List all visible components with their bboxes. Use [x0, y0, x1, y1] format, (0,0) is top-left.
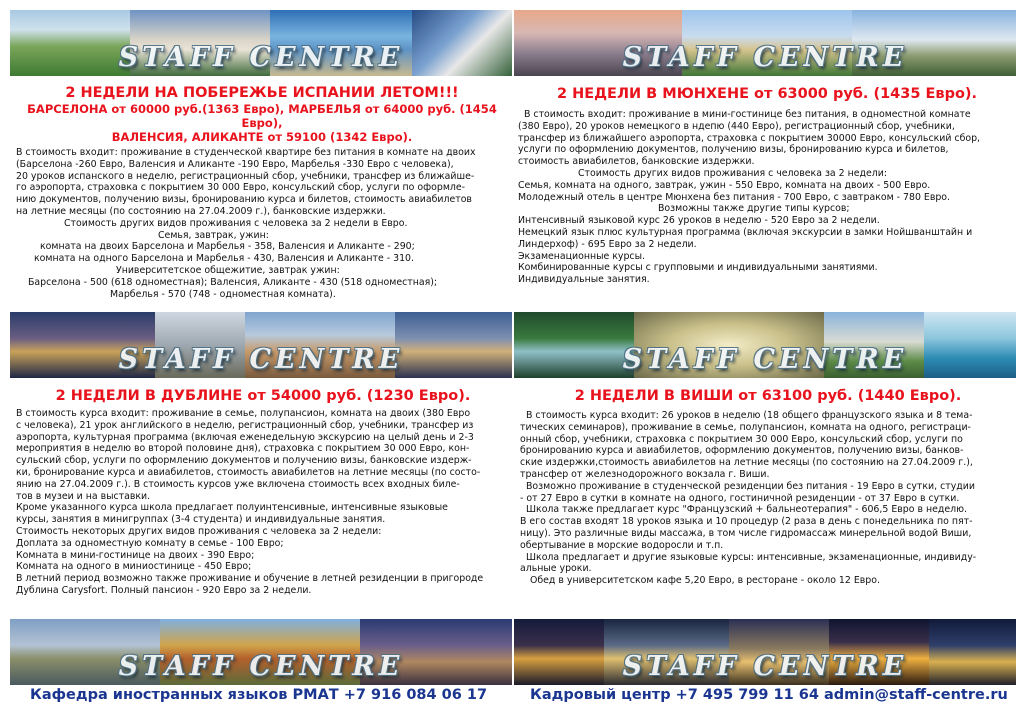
dublin-text-line: Доплата за одноместную комнату в семье - 100 Евро;: [16, 537, 284, 549]
munich-text-line: Немецкий язык плюс культурная программа (включая экскурсии в замки Нойшванштайн и: [518, 226, 973, 238]
dublin-text-line: аэропорта, культурная программа (включая еженедельную экскурсию на целый день и 2-3: [16, 431, 474, 443]
spain-text-line: нию документов, получению визы, бронированию курса и билетов, стоимость авиабилетов: [16, 194, 472, 206]
vichy-text-line: онный сбор, учебники, страховка с покрытием 30 000 Евро, консульский сбор, услуги по: [520, 433, 963, 445]
spain-text-line: (Барселона -260 Евро, Валенсия и Аликанте -190 Евро, Марбелья -330 Евро с человека),: [16, 158, 454, 170]
dublin-text-line: с человека), 21 урок английского в неделю, регистрационный сбор, учебники, трансфер из: [16, 419, 474, 431]
banner-dublin: [10, 312, 512, 378]
section-vichy: [520, 387, 1016, 587]
dublin-text-line: ки, бронирование курса и авиабилетов, стоимость авиабилетов на летние месяцы (по состо-: [16, 466, 481, 478]
vichy-text-line: Обед в университетском кафе 5,20 Евро, в ресторане - около 12 Евро.: [530, 575, 880, 587]
munich-title: 2 НЕДЕЛИ В МЮНХЕНЕ от 63000 руб. (1435 Евро).: [556, 86, 978, 102]
spain-text-line: Университетское общежитие, завтрак ужин:: [116, 264, 340, 276]
spain-text-line: Семья, завтрак, ужин:: [158, 229, 269, 241]
vichy-text-line: тических семинаров), проживание в семье, полупансион, комната на одного, регистраци-: [520, 421, 971, 433]
dublin-text-line: Дублина Carysfort. Полный пансион - 920 Евро за 2 недели.: [16, 584, 312, 596]
spain-subtitle-line: БАРСЕЛОНА от 60000 руб.(1363 Евро), МАРБЕЛЬЯ от 64000 руб. (1454 Евро),: [27, 102, 497, 130]
munich-text-line: (380 Евро), 20 уроков немецкого в ндепю (440 Евро), регистрационный сбор, учебники,: [518, 120, 955, 132]
staff-centre-logo: STAFF CENTRE: [118, 651, 404, 682]
dublin-text-line: Комната на одного в миниостинице - 450 Евро;: [16, 561, 252, 573]
dublin-text-line: Кроме указанного курса школа предлагает полуинтенсивные, интенсивные языковые: [16, 502, 448, 514]
vichy-text-line: Школа также предлагает курс "Французский + бальнеотерапия" - 606,5 Евро в неделю.: [526, 504, 967, 516]
munich-text-line: услуги по оформлению документов, получению визы, бронированию курса и билетов,: [518, 144, 949, 156]
vichy-text-line: В его состав входят 18 уроков языка и 10 процедур (2 раза в день с понедельника по пят-: [520, 516, 973, 528]
dublin-title: 2 НЕДЕЛИ В ДУБЛИНЕ от 54000 руб. (1230 Евро).: [55, 388, 471, 404]
vichy-title: 2 НЕДЕЛИ В ВИШИ от 63100 руб. (1440 Евро).: [574, 388, 962, 404]
dublin-text-line: мероприятия в неделю во второй половине дня), страховка с покрытием 30 000 Евро, кон-: [16, 443, 470, 455]
vichy-text-line: бронированию курса и авиабилетов, оформлению документов, получению визы, банков-: [520, 445, 964, 457]
munich-text-line: Индивидуальные занятия.: [518, 274, 650, 286]
vichy-text-line: Школа предлагает и другие языковые курсы: интенсивные, экзаменационные, индивиду-: [526, 551, 977, 563]
section-munich: [518, 85, 1016, 286]
spain-text-line: В стоимость входит: проживание в студенческой квартире без питания в комнате на двоих: [16, 147, 476, 158]
munich-text-line: В стоимость входит: проживание в мини-гостинице без питания, в одноместной комнате: [524, 109, 971, 120]
dublin-text-line: янию на 27.04.2009 г.). В стоимость курсов уже включена стоимость всех входных биле-: [16, 478, 460, 490]
spain-text-line: Стоимость других видов проживания с человека за 2 недели в Евро.: [64, 217, 408, 229]
banner-vichy: [514, 312, 1016, 378]
munich-text-line: Экзаменационные курсы.: [518, 250, 645, 262]
dublin-text-line: В стоимость курса входит: проживание в семье, полупансион, комната на двоих (380 Евро: [16, 408, 471, 419]
spain-text-line: 20 уроков испанского в неделю, регистрационный сбор, учебники, трансфер из ближайше-: [16, 170, 475, 182]
munich-text-line: Интенсивный языковой курс 26 уроков в неделю - 520 Евро за 2 недели.: [518, 215, 880, 227]
dublin-text-line: В летний период возможно также проживание и обучение в летней резиденции в пригороде: [16, 573, 484, 585]
section-dublin: [16, 387, 510, 597]
footer-right-contact: Кадровый центр +7 495 799 11 64 admin@staff-centre.ru: [530, 687, 1008, 703]
dublin-text-line: сульский сбор, услуги по оформлению документов и получению визы, банковские издерж-: [16, 455, 472, 467]
vichy-text-line: В стоимость курса входит: 26 уроков в неделю (18 общего французского языка и 8 тема-: [526, 410, 973, 421]
vichy-text-line: ницу). Это различные виды массажа, в том числе гидромассаж минерельной водой Виши,: [520, 527, 972, 539]
footer-left-contact: Кафедра иностранных языков РМАТ +7 916 084 06 17: [30, 687, 488, 703]
munich-text-line: Стоимость других видов проживания с человека за 2 недели:: [578, 167, 887, 179]
spain-text-line: Марбелья - 570 (748 - одноместная комната).: [110, 288, 336, 300]
banner-spain: [10, 10, 512, 76]
vichy-text-line: альные уроки.: [520, 563, 592, 575]
munich-text-line: Молодежный отель в центре Мюнхена без питания - 700 Евро, с завтраком - 780 Евро.: [518, 191, 951, 203]
dublin-text-line: Комната в мини-гостинице на двоих - 390 Евро;: [16, 549, 255, 561]
spain-text-line: Барселона - 500 (618 одноместная); Валенсия, Аликанте - 430 (518 одноместная);: [28, 276, 438, 288]
spain-text-line: комната на одного Барселона и Марбелья - 430, Валенсия и Аликанте - 310.: [34, 253, 414, 265]
banner-bottom-left: [10, 619, 512, 685]
spain-title: 2 НЕДЕЛИ НА ПОБЕРЕЖЬЕ ИСПАНИИ ЛЕТОМ!!!: [65, 85, 459, 101]
munich-text-line: стоимость авиабилетов, банковские издержки.: [518, 156, 755, 168]
dublin-text-line: тов в музеи и на выставки.: [16, 490, 151, 502]
staff-centre-logo: STAFF CENTRE: [622, 344, 908, 375]
vichy-text-line: ские издержки,стоимость авиабилетов на летние месяцы (по состоянию на 27.04.2009 г.),: [520, 457, 973, 469]
staff-centre-logo: STAFF CENTRE: [118, 42, 404, 73]
vichy-text-line: трансфер от железнодорожного вокзала г. Виши.: [520, 468, 770, 480]
vichy-text-line: обертывание в морские водоросли и т.п.: [520, 539, 724, 551]
vichy-text-line: Возможно проживание в студенческой резиденции без питания - 19 Евро в сутки, студии: [526, 480, 975, 492]
dublin-text-line: Стоимость некоторых других видов проживания с человека за 2 недели:: [16, 525, 382, 537]
vichy-text-line: - от 27 Евро в сутки в комнате на одного, гостиничной резиденции - от 37 Евро в сутки.: [520, 492, 960, 504]
munich-text-line: Возможны также другие типы курсов;: [658, 203, 850, 215]
spain-text-line: комната на двоих Барселона и Марбелья - 358, Валенсия и Аликанте - 290;: [40, 241, 415, 253]
staff-centre-logo: STAFF CENTRE: [622, 651, 908, 682]
spain-text-line: го аэропорта, страховка с покрытием 30 000 Евро, консульский сбор, услуги по оформле-: [16, 182, 466, 194]
munich-text-line: Комбинированные курсы с групповыми и индивидуальными занятиями.: [518, 262, 878, 274]
banner-munich: [514, 10, 1016, 76]
spain-subtitle-line: ВАЛЕНСИЯ, АЛИКАНТЕ от 59100 (1342 Евро).: [111, 130, 413, 144]
munich-text-line: трансфер из ближайшего аэропорта, страховка с покрытием 30000 Евро, консульский сбор,: [518, 132, 981, 144]
dublin-text-line: курсы, занятия в минигруппах (3-4 студента) и индивидуальные занятия.: [16, 514, 386, 526]
munich-text-line: Линдерхоф) - 695 Евро за 2 недели.: [518, 238, 697, 250]
spain-text-line: на летние месяцы (по состоянию на 27.04.2009 г.), банковские издержки.: [16, 205, 386, 217]
section-spain: [16, 84, 508, 300]
staff-centre-logo: STAFF CENTRE: [622, 42, 908, 73]
banner-bottom-right: [514, 619, 1016, 685]
munich-text-line: Семья, комната на одного, завтрак, ужин - 550 Евро, комната на двоих - 500 Евро.: [518, 179, 931, 191]
staff-centre-logo: STAFF CENTRE: [118, 344, 404, 375]
